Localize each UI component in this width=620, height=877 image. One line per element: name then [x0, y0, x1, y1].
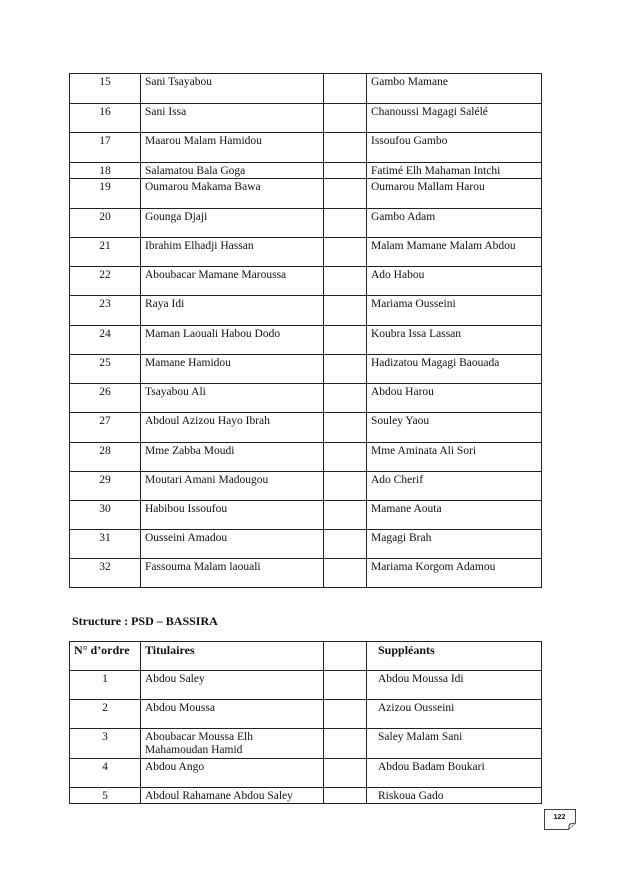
titulaire-cell: Abdoul Rahamane Abdou Saley	[141, 788, 324, 804]
empty-cell	[324, 443, 367, 472]
empty-cell	[324, 642, 367, 671]
suppleant-cell: Koubra Issa Lassan	[367, 326, 542, 355]
suppleant-cell: Fatimé Elh Mahaman Intchi	[367, 163, 542, 179]
row-number: 15	[70, 74, 141, 104]
row-number: 19	[70, 179, 141, 209]
row-number: 32	[70, 559, 141, 588]
empty-cell	[324, 133, 367, 163]
row-number: 21	[70, 238, 141, 267]
suppleant-cell: Ado Cherif	[367, 472, 542, 501]
row-number: 29	[70, 472, 141, 501]
suppleant-cell: Mariama Ousseini	[367, 296, 542, 326]
titulaire-cell: Aboubacar Moussa Elh Mahamoudan Hamid	[141, 729, 324, 759]
header-suppleants: Suppléants	[367, 642, 542, 671]
row-number: 28	[70, 443, 141, 472]
row-number: 22	[70, 267, 141, 296]
suppleant-cell: Malam Mamane Malam Abdou	[367, 238, 542, 267]
empty-cell	[324, 700, 367, 729]
header-num: N° d’ordre	[70, 642, 141, 671]
table-row	[70, 384, 542, 413]
titulaire-cell: Aboubacar Mamane Maroussa	[141, 267, 324, 296]
table-row	[70, 559, 542, 588]
titulaire-cell: Maman Laouali Habou Dodo	[141, 326, 324, 355]
suppleant-cell: Gambo Mamane	[367, 74, 542, 104]
row-number: 2	[70, 700, 141, 729]
table-row	[70, 326, 542, 355]
row-number: 31	[70, 530, 141, 559]
titulaire-cell: Tsayabou Ali	[141, 384, 324, 413]
empty-cell	[324, 472, 367, 501]
table-row	[70, 133, 542, 163]
row-number: 23	[70, 296, 141, 326]
table-row	[70, 209, 542, 238]
titulaire-cell: Abdou Ango	[141, 759, 324, 788]
empty-cell	[324, 530, 367, 559]
suppleant-cell: Abdou Harou	[367, 384, 542, 413]
titulaire-cell: Mamane Hamidou	[141, 355, 324, 384]
empty-cell	[324, 788, 367, 804]
table-row	[70, 501, 542, 530]
empty-cell	[324, 209, 367, 238]
empty-cell	[324, 501, 367, 530]
titulaire-cell: Maarou Malam Hamidou	[141, 133, 324, 163]
row-number: 16	[70, 104, 141, 133]
table-row	[70, 530, 542, 559]
suppleant-cell: Magagi Brah	[367, 530, 542, 559]
table-row	[70, 443, 542, 472]
titulaire-cell: Raya Idi	[141, 296, 324, 326]
row-number: 17	[70, 133, 141, 163]
suppleant-cell: Abdou Badam Boukari	[367, 759, 542, 788]
suppleant-cell: Souley Yaou	[367, 413, 542, 443]
row-number: 25	[70, 355, 141, 384]
titulaire-cell: Sani Issa	[141, 104, 324, 133]
suppleant-cell: Oumarou Mallam Harou	[367, 179, 542, 209]
table-row	[70, 671, 542, 700]
titulaire-cell: Abdou Moussa	[141, 700, 324, 729]
titulaire-cell: Abdou Saley	[141, 671, 324, 700]
titulaire-cell: Moutari Amani Madougou	[141, 472, 324, 501]
titulaire-cell: Ibrahim Elhadji Hassan	[141, 238, 324, 267]
table-row	[70, 238, 542, 267]
row-number: 20	[70, 209, 141, 238]
table-row	[70, 296, 542, 326]
table-row	[70, 179, 542, 209]
titulaire-cell: Oumarou Makama Bawa	[141, 179, 324, 209]
table-row	[70, 355, 542, 384]
suppleant-cell: Mamane Aouta	[367, 501, 542, 530]
table-row	[70, 104, 542, 133]
empty-cell	[324, 104, 367, 133]
empty-cell	[324, 74, 367, 104]
empty-cell	[324, 671, 367, 700]
table-row	[70, 163, 542, 179]
empty-cell	[324, 163, 367, 179]
row-number: 27	[70, 413, 141, 443]
suppleant-cell: Mariama Korgom Adamou	[367, 559, 542, 588]
empty-cell	[324, 413, 367, 443]
suppleant-cell: Chanoussi Magagi Salélé	[367, 104, 542, 133]
table-row	[70, 788, 542, 804]
table-row	[70, 729, 542, 759]
titulaire-cell: Ousseini Amadou	[141, 530, 324, 559]
table-row	[70, 267, 542, 296]
table-row	[70, 759, 542, 788]
row-number: 18	[70, 163, 141, 179]
titulaire-cell: Fassouma Malam laouali	[141, 559, 324, 588]
section-title: Structure : PSD – BASSIRA	[72, 614, 218, 628]
row-number: 5	[70, 788, 141, 804]
page-number: 122	[553, 814, 566, 821]
empty-cell	[324, 179, 367, 209]
titulaire-cell: Abdoul Azizou Hayo Ibrah	[141, 413, 324, 443]
members-table-1	[69, 73, 542, 588]
suppleant-cell: Azizou Ousseini	[367, 700, 542, 729]
suppleant-cell: Ado Habou	[367, 267, 542, 296]
empty-cell	[324, 355, 367, 384]
titulaire-cell: Gounga Djaji	[141, 209, 324, 238]
row-number: 30	[70, 501, 141, 530]
suppleant-cell: Saley Malam Sani	[367, 729, 542, 759]
row-number: 3	[70, 729, 141, 759]
table-row	[70, 74, 542, 104]
table-row	[70, 413, 542, 443]
suppleant-cell: Abdou Moussa Idi	[367, 671, 542, 700]
page-number-badge	[544, 809, 576, 830]
suppleant-cell: Hadizatou Magagi Baouada	[367, 355, 542, 384]
empty-cell	[324, 729, 367, 759]
row-number: 1	[70, 671, 141, 700]
empty-cell	[324, 296, 367, 326]
table-header-row	[70, 642, 542, 671]
empty-cell	[324, 326, 367, 355]
empty-cell	[324, 267, 367, 296]
members-table-2	[69, 641, 542, 804]
empty-cell	[324, 238, 367, 267]
empty-cell	[324, 759, 367, 788]
suppleant-cell: Riskoua Gado	[367, 788, 542, 804]
suppleant-cell: Gambo Adam	[367, 209, 542, 238]
table-row	[70, 700, 542, 729]
table-row	[70, 472, 542, 501]
titulaire-cell: Salamatou Bala Goga	[141, 163, 324, 179]
empty-cell	[324, 559, 367, 588]
suppleant-cell: Issoufou Gambo	[367, 133, 542, 163]
row-number: 24	[70, 326, 141, 355]
titulaire-cell: Habibou Issoufou	[141, 501, 324, 530]
empty-cell	[324, 384, 367, 413]
titulaire-cell: Sani Tsayabou	[141, 74, 324, 104]
suppleant-cell: Mme Aminata Ali Sori	[367, 443, 542, 472]
row-number: 26	[70, 384, 141, 413]
row-number: 4	[70, 759, 141, 788]
titulaire-cell: Mme Zabba Moudi	[141, 443, 324, 472]
header-titulaires: Titulaires	[141, 642, 324, 671]
